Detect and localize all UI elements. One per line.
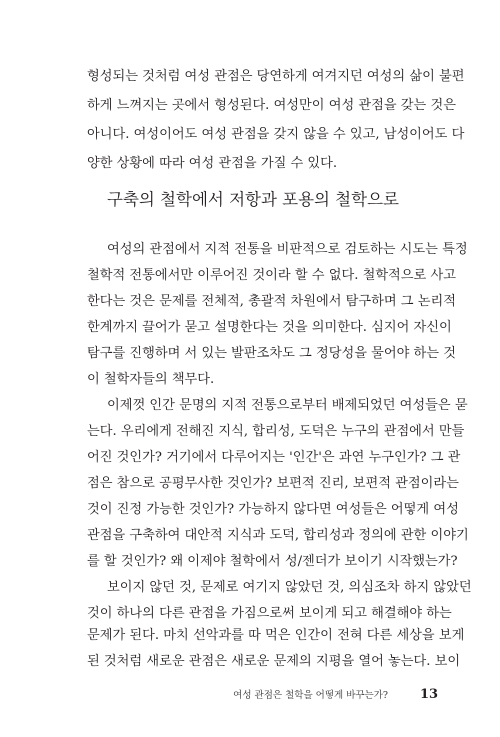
body-text-line: 하게 느껴지는 곳에서 형성된다. 여성만이 여성 관점을 갖는 것은	[87, 98, 456, 113]
body-text-line: 탐구를 진행하며 서 있는 발판조차도 그 정당성을 물어야 하는 것	[87, 346, 456, 361]
running-title: 여성 관점은 철학을 어떻게 바꾸는가?	[233, 690, 388, 701]
body-text-line: 이 철학자들의 책무다.	[87, 372, 215, 387]
body-text-line: 형성되는 것처럼 여성 관점은 당연하게 여겨지던 여성의 삶이 불편	[87, 69, 465, 84]
body-text-line: 한다는 것은 문제를 전체적, 총괄적 차원에서 탐구하며 그 논리적	[87, 294, 456, 309]
body-text-line: 는다. 우리에게 전해진 지식, 합리성, 도덕은 누구의 관점에서 만들	[87, 424, 465, 439]
body-text-line: 아니다. 여성이어도 여성 관점을 갖지 않을 수 있고, 남성이어도 다	[87, 127, 465, 142]
body-text-line: 여성의 관점에서 지적 전통을 비판적으로 검토하는 시도는 특정	[107, 242, 468, 257]
body-text-line: 를 할 것인가? 왜 이제야 철학에서 성/젠더가 보이기 시작했는가?	[87, 554, 458, 569]
body-text-line: 한계까지 끌어가 묻고 설명한다는 것을 의미한다. 심지어 자신이	[87, 320, 452, 335]
body-text-line: 된 것처럼 새로운 관점은 새로운 문제의 지평을 열어 놓는다. 보이	[87, 654, 461, 669]
body-text-line: 철학적 전통에서만 이루어진 것이라 할 수 없다. 철학적으로 사고	[87, 268, 456, 283]
body-text-line: 것이 진정 가능한 것인가? 가능하지 않다면 여성들은 어떻게 여성	[87, 502, 459, 517]
body-text-line: 점은 참으로 공평무사한 것인가? 보편적 진리, 보편적 관점이라는	[87, 476, 459, 491]
section-heading: 구축의 철학에서 저항과 포용의 철학으로	[107, 190, 399, 209]
body-text-line: 보이지 않던 것, 문제로 여기지 않았던 것, 의심조차 하지 않았던	[107, 580, 472, 595]
body-text-line: 관점을 구축하여 대안적 지식과 도덕, 합리성과 정의에 관한 이야기	[87, 528, 469, 543]
page-number: 13	[420, 687, 439, 702]
body-text-line: 문제가 된다. 마치 선악과를 따 먹은 인간이 전혀 다른 세상을 보게	[87, 628, 465, 643]
body-text-line: 어진 것인가? 거기에서 다루어지는 '인간'은 과연 누구인가? 그 관	[87, 450, 461, 465]
body-text-line: 이제껏 인간 문명의 지적 전통으로부터 배제되었던 여성들은 묻	[107, 398, 468, 413]
body-text-line: 것이 하나의 다른 관점을 가짐으로써 보이게 되고 해결해야 하는	[87, 606, 452, 621]
body-text-line: 양한 상황에 따라 여성 관점을 가질 수 있다.	[87, 156, 338, 171]
